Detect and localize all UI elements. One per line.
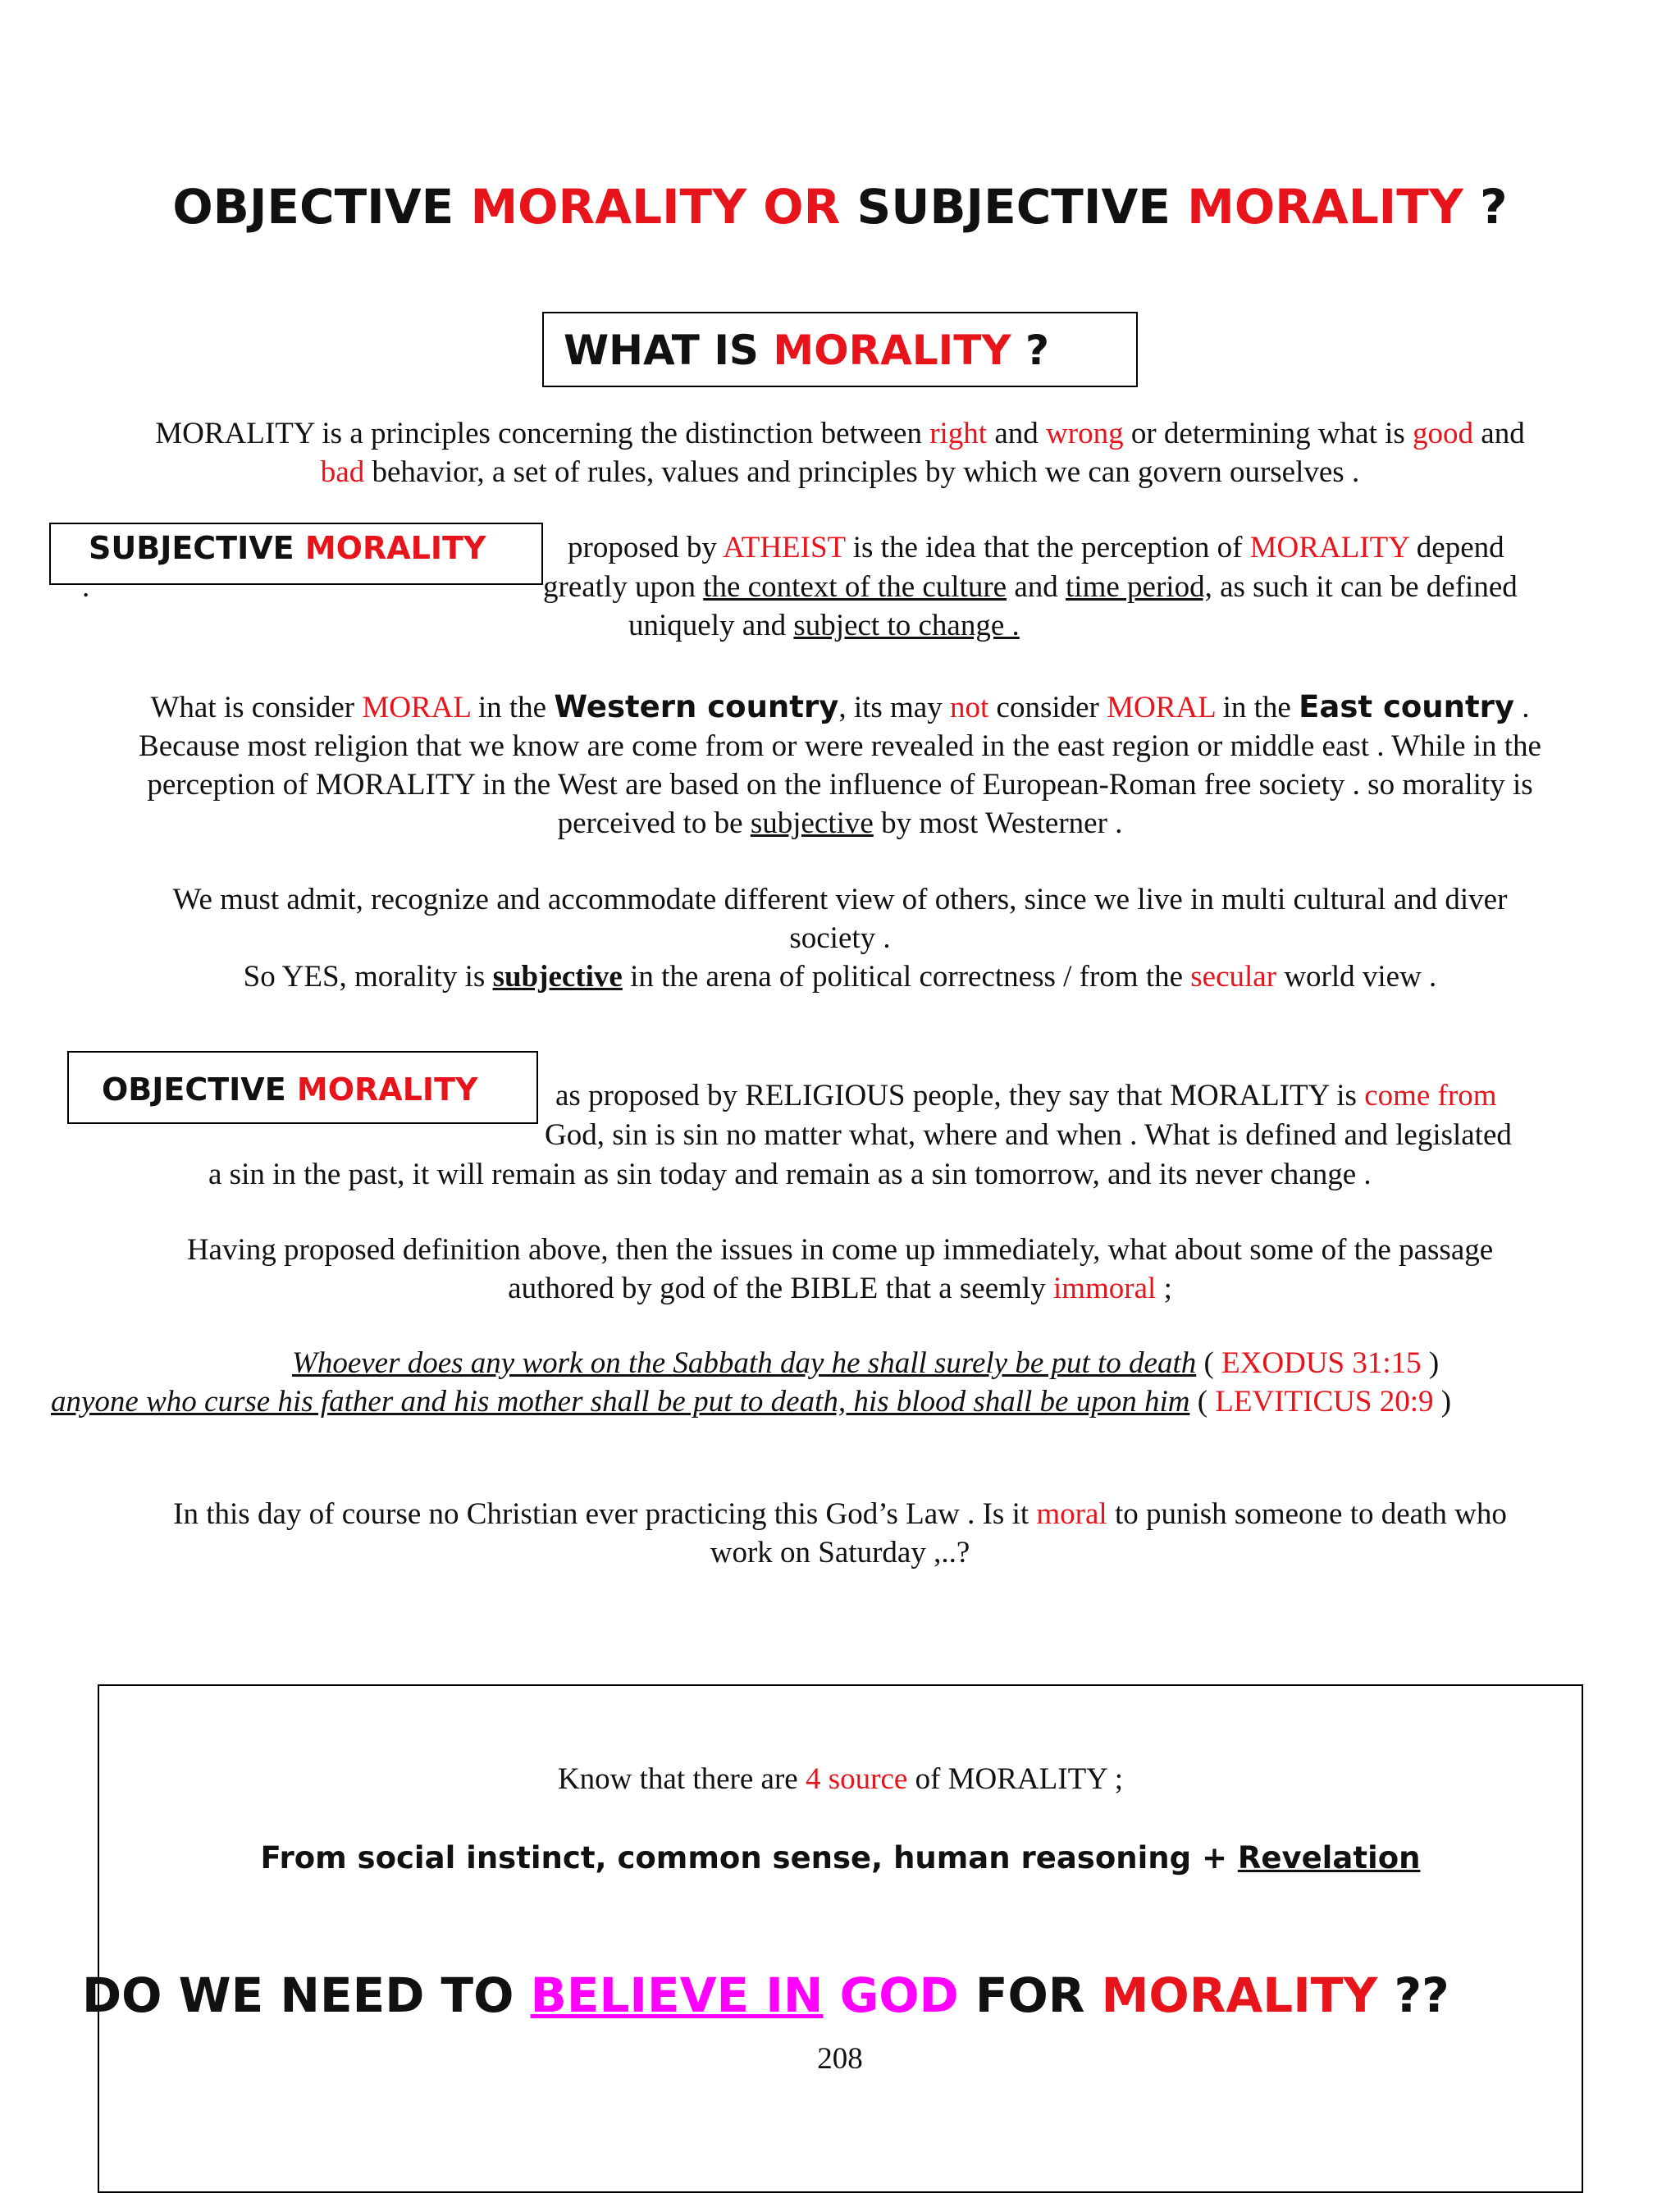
having-line-1: Having proposed definition above, then the issues in come up immediately, what about some of the passage — [186, 1233, 1494, 1267]
christian-paragraph — [49, 1495, 1631, 1572]
western-line-2: Because most religion that we know are come from or were revealed in the east region or middle east . While in the — [139, 729, 1541, 763]
definition-line-2: bad behavior, a set of rules, values and principles by which we can govern ourselves . — [320, 455, 1360, 489]
main-question: DO WE NEED TO BELIEVE IN GOD FOR MORALITY ?? — [82, 1967, 1449, 2023]
subjective-dot: . — [82, 570, 90, 604]
objective-morality-label: OBJECTIVE MORALITY — [102, 1071, 478, 1108]
having-line-2: authored by god of the BIBLE that a seemly immoral ; — [508, 1272, 1172, 1305]
christian-line-1: In this day of course no Christian ever practicing this God’s Law . Is it moral to punish someone to death who — [173, 1497, 1507, 1531]
page-number: 208 — [817, 2042, 863, 2076]
having-paragraph — [49, 1231, 1631, 1308]
definition-line-1: MORALITY is a principles concerning the distinction between right and wrong or determining what is good and — [155, 417, 1525, 450]
verse-leviticus: anyone who curse his father and his mother shall be put to death, his blood shall be upon him ( LEVITICUS 20:9 ) — [51, 1385, 1452, 1419]
what-is-morality-box — [542, 312, 1138, 387]
subjective-line-1: proposed by ATHEIST is the idea that the perception of MORALITY depend — [568, 531, 1504, 564]
subjective-line-3: uniquely and subject to change . — [628, 609, 1020, 642]
western-line-1: What is consider MORAL in the Western country, its may not consider MORAL in the East country . — [150, 689, 1530, 724]
western-paragraph — [49, 688, 1631, 843]
admit-line-3: So YES, morality is subjective in the arena of political correctness / from the secular world view . — [243, 960, 1437, 994]
objective-morality-box — [67, 1051, 538, 1124]
subjective-line-2: greatly upon the context of the culture and time period, as such it can be defined — [543, 570, 1518, 604]
admit-line-1: We must admit, recognize and accommodate different view of others, since we live in multi cultural and diver — [172, 883, 1508, 916]
western-line-4: perceived to be subjective by most Westerner . — [557, 806, 1123, 840]
sources-line: Know that there are 4 source of MORALITY ; — [557, 1762, 1124, 1796]
admit-line-2: society . — [789, 921, 891, 955]
subjective-morality-label: SUBJECTIVE MORALITY — [89, 530, 486, 566]
objective-line-1: as proposed by RELIGIOUS people, they say that MORALITY is come from — [555, 1079, 1497, 1112]
subjective-morality-box — [49, 523, 543, 585]
western-line-3: perception of MORALITY in the West are based on the influence of European-Roman free society . so morality is — [147, 768, 1533, 802]
objective-line-3: a sin in the past, it will remain as sin today and remain as a sin tomorrow, and its never change . — [208, 1158, 1372, 1191]
verse-exodus: Whoever does any work on the Sabbath day he shall surely be put to death ( EXODUS 31:15 ) — [292, 1346, 1440, 1380]
christian-line-2: work on Saturday ,..? — [710, 1536, 970, 1569]
admit-paragraph — [49, 880, 1631, 996]
sources-list: From social instinct, common sense, human reasoning + Revelation — [260, 1840, 1421, 1875]
objective-line-2: God, sin is sin no matter what, where and when . What is defined and legislated — [545, 1118, 1512, 1152]
page-title: OBJECTIVE MORALITY OR SUBJECTIVE MORALITY ? — [172, 179, 1508, 235]
definition-paragraph — [66, 414, 1614, 491]
what-is-morality-heading: WHAT IS MORALITY ? — [564, 327, 1050, 374]
